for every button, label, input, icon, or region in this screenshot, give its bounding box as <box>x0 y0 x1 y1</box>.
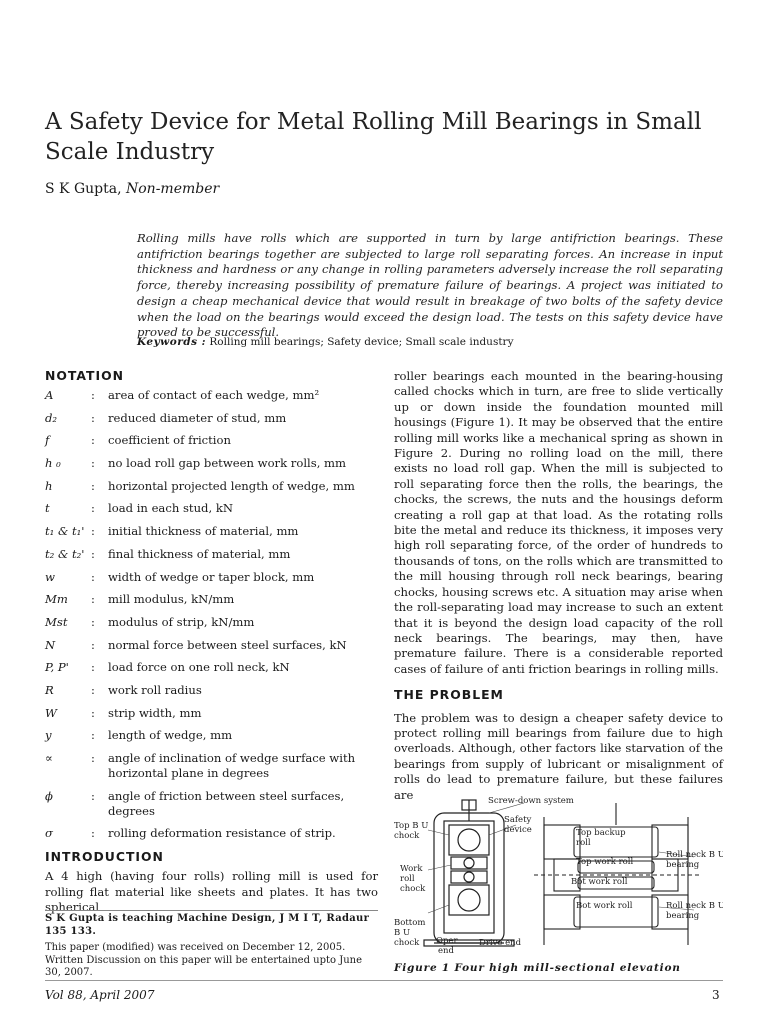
problem-heading: THE PROBLEM <box>394 687 504 703</box>
notation-colon: : <box>91 569 95 584</box>
notation-description: angle of inclination of wedge surface with horizontal plane in degrees <box>108 751 356 780</box>
notation-colon: : <box>91 826 95 841</box>
notation-description: normal force between steel surfaces, kN <box>108 637 347 652</box>
keywords-text: Rolling mill bearings; Safety device; Small scale industry <box>209 336 514 348</box>
label-topbackup-2: roll <box>576 838 591 848</box>
notation-description: angle of friction between steel surfaces, degrees <box>108 788 345 818</box>
mill-diagram <box>394 795 723 965</box>
notation-symbol: h ₀ <box>45 456 61 471</box>
notation-colon: : <box>91 751 95 765</box>
notation-row <box>45 524 378 539</box>
paper-title: A Safety Device for Metal Rolling Mill Bearings in Small Scale Industry <box>45 109 702 166</box>
notation-row <box>45 479 378 494</box>
notation-symbol: ϕ <box>45 788 53 803</box>
journal-volume: Vol 88, April 2007 <box>45 988 155 1002</box>
notation-description: length of wedge, mm <box>108 728 233 743</box>
label-oper-1: Oper <box>436 936 458 946</box>
notation-description: no load roll gap between work rolls, mm <box>108 456 347 471</box>
notation-colon: : <box>91 614 95 629</box>
label-topwork: Top work roll <box>576 857 634 867</box>
notation-description: final thickness of material, mm <box>108 546 291 561</box>
footnote-received: This paper (modified) was received on December 12, 2005. Written Discussion on this paper will be entertained upto June 30, 2007. <box>45 942 363 978</box>
label-topbu-1: Top B U <box>394 821 429 831</box>
notation-row <box>45 660 378 675</box>
left-column <box>45 368 378 916</box>
notation-row <box>45 789 378 819</box>
notation-symbol: ∝ <box>45 751 53 765</box>
notation-colon: : <box>91 660 95 675</box>
notation-colon: : <box>91 682 95 697</box>
notation-symbol: t₂ & t₂' <box>45 546 85 561</box>
label-rollneck-2a: Roll neck B U <box>666 901 723 911</box>
label-screwdown: Screw-down system <box>488 796 574 806</box>
notation-row <box>45 547 378 562</box>
right-column <box>394 369 723 803</box>
label-rollneck-1a: Roll neck B U <box>666 850 723 860</box>
label-rollneck-1b: bearing <box>666 860 700 870</box>
notation-row <box>45 433 378 448</box>
body-paragraph-2: The problem was to design a cheaper safety device to protect rolling mill bearings from failure due to high overloads. Although, other factors like starvation of the bearings from supply of lubricant or misalignment of rolls do lead to premature failure, but these failures are <box>394 710 723 802</box>
label-bottom-3: chock <box>394 938 420 948</box>
label-topbu-2: chock <box>394 831 420 841</box>
label-botwork-1: Bot work roll <box>571 877 628 887</box>
notation-colon: : <box>91 478 95 493</box>
notation-colon: : <box>91 705 95 720</box>
notation-symbol: h <box>45 478 53 493</box>
notation-colon: : <box>91 788 95 803</box>
notation-row <box>45 728 378 743</box>
label-safety-1: Safety <box>504 815 532 825</box>
notation-colon: : <box>91 410 95 425</box>
author-name: S K Gupta, <box>45 181 122 197</box>
notation-row <box>45 706 378 721</box>
notation-description: strip width, mm <box>108 705 202 720</box>
notation-description: load in each stud, kN <box>108 501 234 516</box>
notation-description: horizontal projected length of wedge, mm <box>108 478 355 493</box>
notation-row <box>45 570 378 585</box>
notation-row <box>45 826 378 841</box>
notation-row <box>45 638 378 653</box>
notation-colon: : <box>91 592 95 607</box>
introduction-heading: INTRODUCTION <box>45 849 164 865</box>
notation-row <box>45 592 378 607</box>
notation-colon: : <box>91 728 95 743</box>
notation-description: mill modulus, kN/mm <box>108 592 235 607</box>
label-bottom-2: B U <box>394 928 411 938</box>
label-safety-2: device <box>504 825 532 835</box>
notation-symbol: t₁ & t₁' <box>45 524 85 539</box>
notation-row <box>45 751 378 781</box>
label-oper-2: end <box>438 946 454 956</box>
keywords-label: Keywords : <box>137 336 207 348</box>
notation-symbol: N <box>45 637 56 652</box>
notation-list <box>45 388 378 841</box>
notation-symbol: w <box>45 569 55 584</box>
label-work-3: chock <box>400 884 426 894</box>
label-topbackup-1: Top backup <box>576 828 626 838</box>
notation-description: coefficient of friction <box>108 433 231 448</box>
notation-description: modulus of strip, kN/mm <box>108 614 255 629</box>
notation-description: width of wedge or taper block, mm <box>108 569 315 584</box>
notation-row <box>45 501 378 516</box>
notation-symbol: y <box>45 728 52 743</box>
notation-symbol: A <box>45 388 54 402</box>
notation-symbol: t <box>45 501 50 516</box>
label-work-1: Work <box>400 864 423 874</box>
notation-symbol: P, P' <box>45 660 69 675</box>
notation-colon: : <box>91 456 95 471</box>
notation-description: work roll radius <box>108 682 202 697</box>
footer-rule <box>45 980 723 981</box>
notation-colon: : <box>91 546 95 561</box>
notation-row <box>45 683 378 698</box>
notation-symbol: W <box>45 705 57 720</box>
notation-heading: NOTATION <box>45 368 124 383</box>
introduction-text: A 4 high (having four rolls) rolling mill is used for rolling flat material like sheets and plates. It has two spherical <box>45 869 378 915</box>
notation-row <box>45 411 378 426</box>
label-botwork-2: Bot work roll <box>576 901 633 911</box>
notation-symbol: σ <box>45 826 53 841</box>
notation-description: load force on one roll neck, kN <box>108 660 290 675</box>
notation-description: initial thickness of material, mm <box>108 524 299 539</box>
author-role: Non-member <box>126 181 220 197</box>
notation-symbol: Mst <box>45 614 68 629</box>
notation-row <box>45 615 378 630</box>
notation-symbol: R <box>45 682 54 697</box>
notation-colon: : <box>91 524 95 539</box>
figure-caption: Figure 1 Four high mill-sectional elevation <box>394 962 681 974</box>
notation-colon: : <box>91 388 95 402</box>
footnote-affiliation: S K Gupta is teaching Machine Design, J M I T, Radaur 135 133. <box>45 913 370 937</box>
label-drive: Drive end <box>479 938 522 948</box>
label-rollneck-2b: bearing <box>666 911 700 921</box>
notation-symbol: f <box>45 433 50 448</box>
notation-symbol: d₂ <box>45 410 58 425</box>
label-work-2: roll <box>400 874 415 884</box>
notation-description: area of contact of each wedge, mm² <box>108 388 320 402</box>
body-paragraph-1: roller bearings each mounted in the bearing-housing called chocks which in turn, are free to slide vertically up or down inside the foundation mounted mill housings (Figure 1). It may be observed that the entire rolling mill works like a mechanical spring as shown in Figure 2. During no rolling load on the mill, there exists no load roll gap. When the mill is subjected to roll separating force then the rolls, the bearings, the chocks, the screws, the nuts and the housings deform creating a roll gap at that load. As the rotating rolls bite the metal and reduce its thickness, it imposes very high roll separating force, of the order of hundreds to thousands of tons, on the rolls which are transmitted to the mill housing through roll neck bearings, bearing chocks, housing screws etc. A situation may arise when the roll-separating load may increase to such an extent that it is beyond the design load capacity of the roll neck bearings. The bearings, may then, have premature failure. There is a considerable reported cases of failure of anti friction bearings in rolling mills. <box>394 369 723 676</box>
notation-description: reduced diameter of stud, mm <box>108 410 287 425</box>
notation-colon: : <box>91 433 95 448</box>
notation-colon: : <box>91 637 95 652</box>
footnote <box>45 910 378 980</box>
author-line <box>45 181 219 197</box>
figure-1 <box>394 795 723 965</box>
notation-symbol: Mm <box>45 592 68 607</box>
abstract: Rolling mills have rolls which are supported in turn by large antifriction bearings. These antifriction bearings together are subjected to large roll separating forces. An increase in input thickness and hardness or any change in rolling parameters adversely increase the roll separating force, thereby increasing possibility of premature failure of bearings. A project was initiated to design a cheap mechanical device that would result in breakage of two bolts of the safety device when the load on the bearings would exceed the design load. The tests on this safety device have proved to be successful. <box>137 231 723 340</box>
label-bottom-1: Bottom <box>394 918 426 928</box>
notation-colon: : <box>91 501 95 516</box>
notation-row <box>45 388 378 403</box>
keywords <box>137 336 514 348</box>
notation-description: rolling deformation resistance of strip. <box>108 826 336 841</box>
page-number: 3 <box>712 988 720 1002</box>
notation-row <box>45 456 378 471</box>
